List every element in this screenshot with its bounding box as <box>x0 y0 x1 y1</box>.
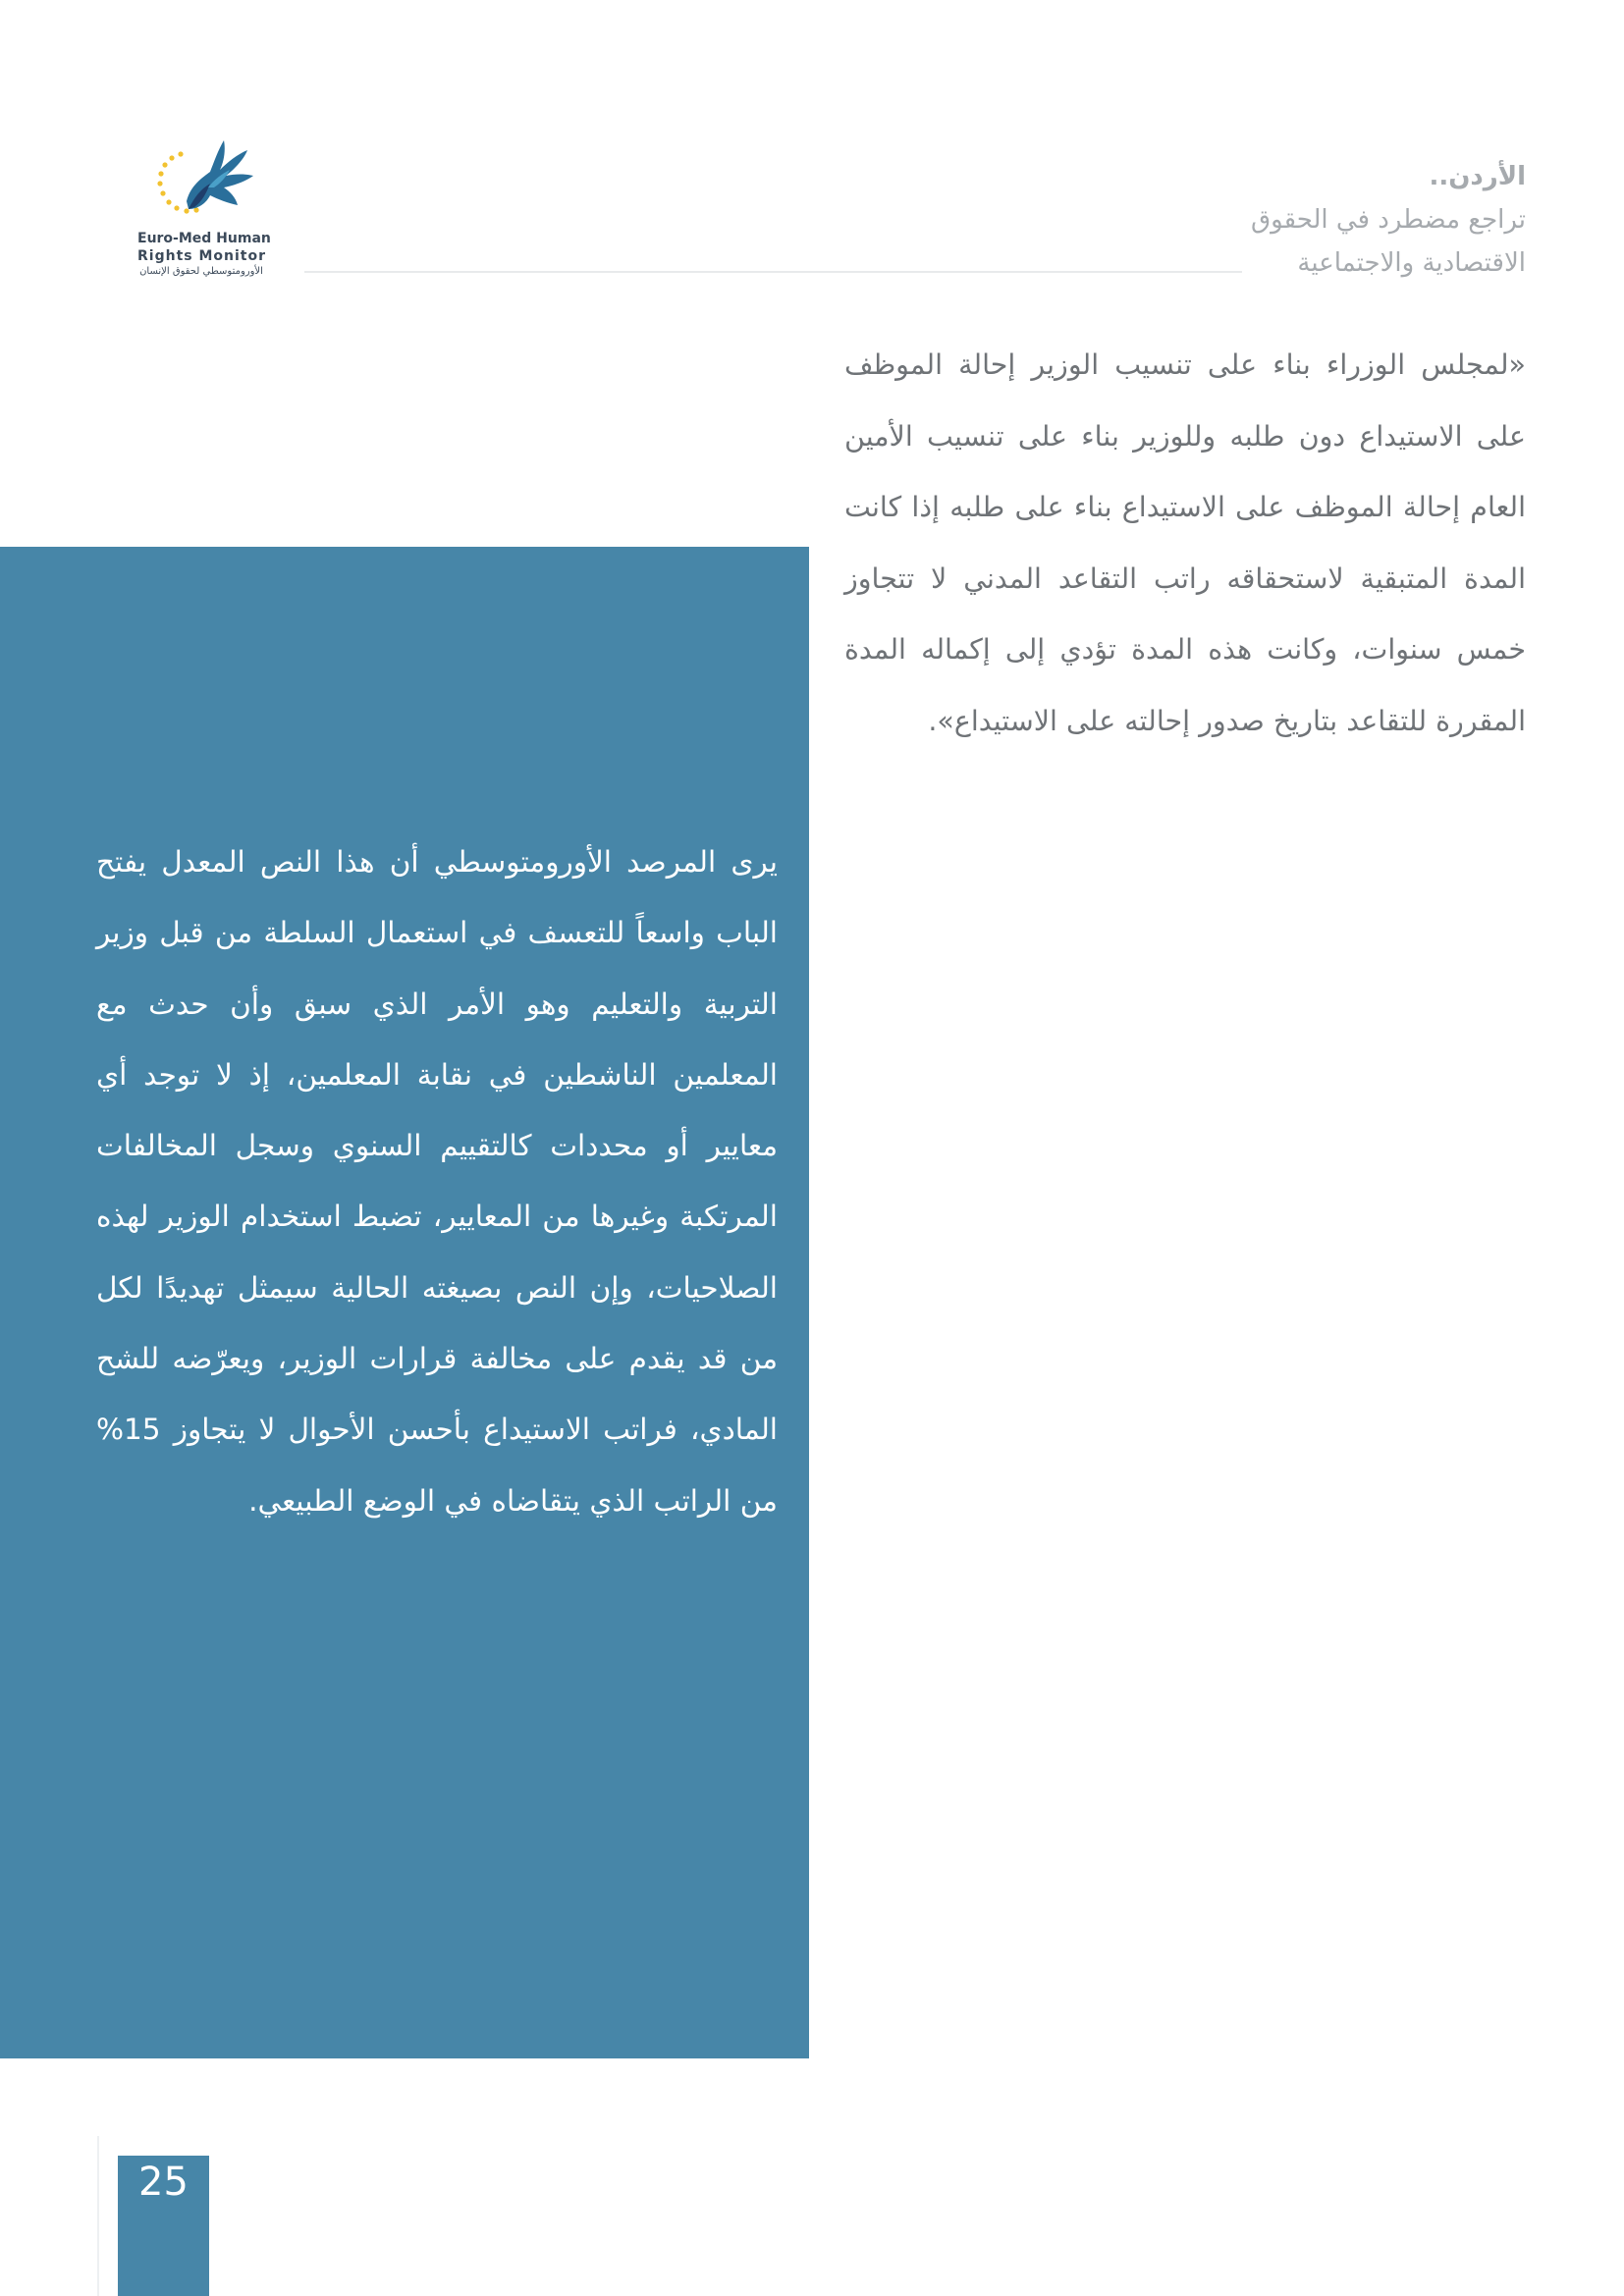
logo-text-arabic: الأورومتوسطي لحقوق الإنسان <box>139 266 263 277</box>
header-divider <box>304 271 1242 273</box>
logo-text-line1: Euro-Med Human <box>137 231 271 246</box>
hand-dove-icon <box>145 133 261 227</box>
footer-divider <box>97 2136 99 2296</box>
page-number: 25 <box>138 2160 189 2205</box>
header-subtitle-line1: تراجع مضطرد في الحقوق <box>1250 205 1526 235</box>
legal-quote-paragraph: «لمجلس الوزراء بناء على تنسيب الوزير إحالة الموظف على الاستيداع دون طلبه وللوزير بناء على تنسيب الأمين العام إحالة الموظف على الاستيداع بناء على طلبه إذا كانت المدة المتبقية لاستحقاقه راتب التقاعد المدني لا تتجاوز خمس سنوات، وكانت هذه المدة تؤدي إلى إكماله المدة المقررة للتقاعد بتاريخ صدور إحالته على الاستيداع». <box>844 348 1526 737</box>
highlight-paragraph: يرى المرصد الأورومتوسطي أن هذا النص المعدل يفتح الباب واسعاً للتعسف في استعمال السلطة من قبل وزير التربية والتعليم وهو الأمر الذي سبق وأن حدث مع المعلمين الناشطين في نقابة المعلمين، إذ لا توجد أي معايير أو محددات كالتقييم السنوي وسجل المخالفات المرتكبة وغيرها من المعايير، تضبط استخدام الوزير لهذه الصلاحيات، وإن النص بصيغته الحالية سيمثل تهديدًا لكل من قد يقدم على مخالفة قرارات الوزير، ويعرّضه للشح المادي، فراتب الاستيداع بأحسن الأحوال لا يتجاوز 15% من الراتب الذي يتقاضاه في الوضع الطبيعي. <box>96 845 778 1518</box>
header-country: الأردن.. <box>1429 162 1526 191</box>
logo <box>137 133 270 280</box>
logo-text-line2: Rights Monitor <box>137 248 266 264</box>
running-header <box>1133 155 1526 285</box>
page-number-box <box>118 2156 209 2296</box>
header-subtitle-line2: الاقتصادية والاجتماعية <box>1297 248 1526 278</box>
